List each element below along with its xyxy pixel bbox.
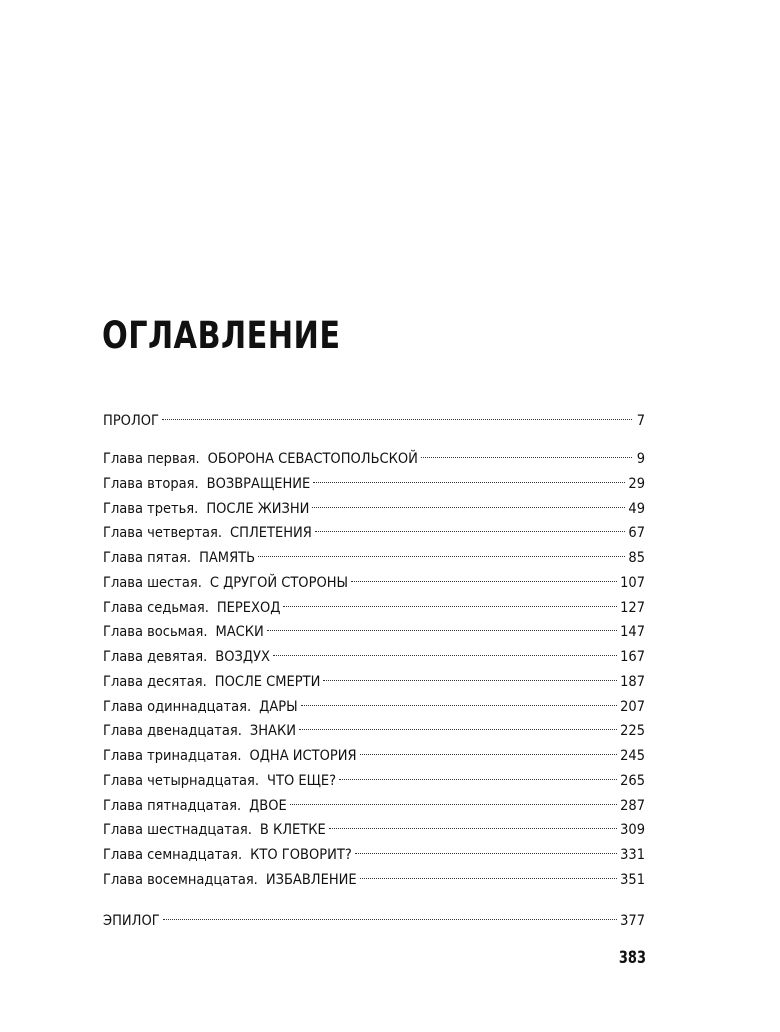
- dot-leader: [360, 740, 618, 760]
- toc-entry-chapter: [103, 740, 645, 764]
- toc-entry-chapter: [103, 839, 645, 863]
- dot-leader: [351, 567, 617, 587]
- toc-page-number: 207: [620, 698, 645, 715]
- toc-entry-label: [103, 697, 298, 717]
- chapter-title: ПАМЯТЬ: [199, 550, 256, 566]
- chapter-number: Глава шестая.: [103, 574, 202, 591]
- chapter-title: ВОЗДУХ: [215, 649, 270, 665]
- chapter-number: Глава десятая.: [103, 673, 207, 690]
- dot-leader: [421, 443, 632, 463]
- toc-entry-epilogue: [103, 905, 645, 929]
- toc-page-number: 29: [628, 475, 645, 492]
- toc-page-number: 49: [628, 500, 645, 517]
- chapter-number: Глава седьмая.: [103, 599, 209, 616]
- dot-leader: [323, 666, 617, 686]
- dot-leader: [258, 542, 625, 562]
- toc-entry-chapter: [103, 715, 645, 740]
- dot-leader: [315, 517, 626, 537]
- chapter-title: ОБОРОНА СЕВАСТОПОЛЬСКОЙ: [207, 451, 418, 467]
- dot-leader: [290, 790, 617, 810]
- chapter-number: Глава семнадцатая.: [103, 847, 243, 863]
- chapter-number: Глава третья.: [103, 500, 199, 517]
- toc-entry-label: [103, 796, 287, 816]
- toc-page-number: 309: [620, 822, 645, 839]
- dot-leader: [313, 468, 625, 488]
- toc-page-number: 245: [620, 748, 645, 764]
- chapter-number: Глава двенадцатая.: [103, 723, 242, 740]
- chapter-number: Глава девятая.: [103, 649, 208, 665]
- toc-entry-label: [103, 746, 357, 766]
- chapter-title: ИЗБАВЛЕНИЕ: [265, 871, 357, 888]
- chapter-title: ВОЗВРАЩЕНИЕ: [206, 475, 311, 492]
- chapter-number: Глава восьмая.: [103, 624, 208, 641]
- dot-leader: [163, 905, 617, 925]
- toc-entry-label: [103, 870, 357, 890]
- chapter-number: Глава пятнадцатая.: [103, 797, 242, 814]
- dot-leader: [267, 616, 617, 636]
- dot-leader: [329, 814, 617, 834]
- toc-page-number: 85: [628, 550, 645, 566]
- toc-entry-chapter: [103, 616, 645, 641]
- toc-entry-chapter: [103, 765, 645, 789]
- entry-title: ПРОЛОГ: [103, 413, 159, 429]
- toc-entry-label: [103, 721, 296, 741]
- toc-entry-label: [103, 499, 309, 519]
- dot-leader: [273, 641, 617, 661]
- page-number-footer: 383: [618, 948, 646, 968]
- toc-entry-label: [103, 573, 348, 593]
- toc-entry-chapter: [103, 814, 645, 839]
- chapter-title: ПЕРЕХОД: [216, 599, 281, 616]
- toc-entry-label: [103, 548, 255, 568]
- chapter-number: Глава пятая.: [103, 550, 192, 566]
- toc-page-number: 187: [620, 673, 645, 690]
- toc-entry-label: [103, 911, 160, 931]
- chapter-title: ДАРЫ: [259, 698, 298, 715]
- chapter-title: МАСКИ: [215, 624, 264, 641]
- toc-page-number: 147: [620, 624, 645, 641]
- toc-page-number: 67: [628, 525, 645, 542]
- chapter-title: ЧТО ЕЩЕ?: [267, 772, 337, 789]
- toc-entry-chapter: [103, 691, 645, 715]
- entry-title: ЭПИЛОГ: [103, 913, 160, 929]
- toc-entry-label: [103, 449, 418, 469]
- chapter-title: ПОСЛЕ СМЕРТИ: [214, 673, 321, 690]
- chapter-title: ЗНАКИ: [249, 723, 296, 740]
- chapter-title: В КЛЕТКЕ: [259, 822, 326, 839]
- chapter-number: Глава четырнадцатая.: [103, 772, 260, 789]
- toc-entry-chapter: [103, 641, 645, 665]
- toc-entry-chapter: [103, 864, 645, 888]
- toc-page-number: 331: [620, 847, 645, 863]
- toc-entry-chapter: [103, 666, 645, 690]
- toc-entry-label: [103, 411, 159, 431]
- toc-page-number: 107: [620, 574, 645, 591]
- chapter-title: С ДРУГОЙ СТОРОНЫ: [209, 574, 349, 591]
- toc-page-number: 225: [620, 723, 645, 740]
- page-title: ОГЛАВЛЕНИЕ: [102, 314, 341, 357]
- dot-leader: [339, 765, 617, 785]
- dot-leader: [299, 715, 617, 735]
- toc-entry-label: [103, 820, 326, 840]
- toc-entry-chapter: [103, 592, 645, 616]
- dot-leader: [162, 405, 632, 425]
- dot-leader: [301, 691, 617, 711]
- toc-page-number: 265: [620, 772, 645, 789]
- toc-entry-chapter: [103, 493, 645, 517]
- toc-entry-label: [103, 647, 270, 667]
- chapter-number: Глава вторая.: [103, 475, 199, 492]
- chapter-title: ПОСЛЕ ЖИЗНИ: [206, 500, 310, 517]
- toc-entry-chapter: [103, 517, 645, 542]
- toc-entry-label: [103, 622, 264, 642]
- toc-entry-label: [103, 672, 320, 692]
- toc-entry-chapter: [103, 567, 645, 591]
- chapter-number: Глава восемнадцатая.: [103, 871, 258, 888]
- chapter-title: ОДНА ИСТОРИЯ: [249, 748, 357, 764]
- toc-page-number: 351: [620, 871, 645, 888]
- chapter-number: Глава шестнадцатая.: [103, 822, 252, 839]
- chapter-number: Глава четвертая.: [103, 525, 223, 542]
- dot-leader: [283, 592, 617, 612]
- toc-page-number: 127: [620, 599, 645, 616]
- chapter-number: Глава одиннадцатая.: [103, 698, 252, 715]
- toc-page-number: 7: [636, 413, 645, 429]
- chapter-number: Глава первая.: [103, 451, 200, 467]
- toc-page-number: 287: [620, 797, 645, 814]
- chapter-number: Глава тринадцатая.: [103, 748, 242, 764]
- toc-entry-chapter: [103, 790, 645, 814]
- toc-entry-chapter: [103, 443, 645, 467]
- toc-entry-prologue: [103, 405, 645, 429]
- toc-page-number: 9: [636, 451, 645, 467]
- toc-entry-chapter: [103, 542, 645, 566]
- toc-entry-label: [103, 598, 280, 618]
- toc-page-number: 377: [620, 913, 645, 929]
- chapter-title: СПЛЕТЕНИЯ: [230, 525, 312, 542]
- toc-entry-label: [103, 523, 312, 543]
- chapter-title: ДВОЕ: [249, 797, 287, 814]
- toc-entry-label: [103, 845, 352, 865]
- dot-leader: [312, 493, 625, 513]
- toc-page-number: 167: [620, 649, 645, 665]
- dot-leader: [360, 864, 617, 884]
- toc-entry-chapter: [103, 468, 645, 492]
- toc-entry-label: [103, 771, 336, 791]
- dot-leader: [355, 839, 617, 859]
- chapter-title: КТО ГОВОРИТ?: [250, 847, 352, 863]
- toc-entry-label: [103, 474, 310, 494]
